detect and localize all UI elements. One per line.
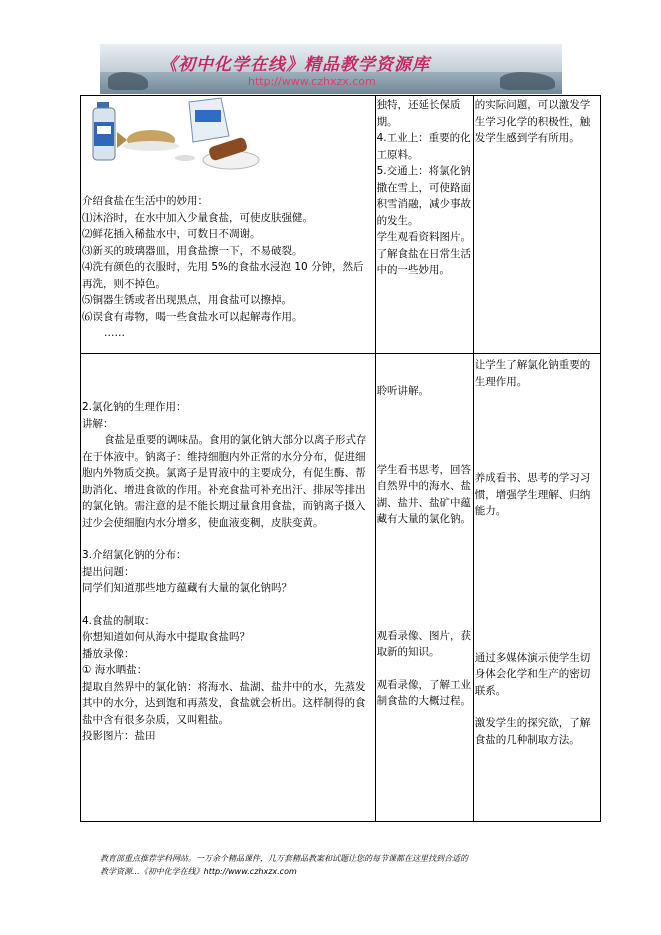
paragraph: 养成看书、思考的学习习惯，增强学生理解、归纳能力。 (474, 472, 591, 517)
banner-rock (500, 72, 555, 90)
paragraph: 的实际问题，可以激发学生学习化学的积极性，触发学生感到学有所用。 (474, 99, 591, 144)
paragraph: ⑸铜器生锈或者出现黑点，用食盐可以擦掉。 (82, 294, 292, 306)
paragraph: 独特，还延长保质期。 (376, 99, 461, 128)
paragraph: 4.工业上：重要的化工原料。 (376, 132, 471, 161)
table-row (81, 354, 601, 822)
paragraph: 介绍食盐在生活中的妙用： (82, 195, 208, 207)
paragraph: 学生观看资料图片。了解食盐在日常生活中的一些妙用。 (376, 231, 472, 276)
teacher-activity-cell (81, 96, 376, 354)
student-activity-cell (375, 354, 473, 822)
paragraph: ⑷洗有颜色的衣服时，先用 5%的食盐水浸泡 10 分钟，然后再洗，则不掉色。 (82, 261, 364, 290)
header-banner (100, 44, 562, 94)
footer (100, 852, 620, 878)
list-item: ① 海水晒盐： (82, 664, 148, 676)
lesson-table (80, 95, 601, 822)
section-title: 2.氯化钠的生理作用： (82, 401, 187, 413)
paragraph: 学生看书思考，回答自然界中的海水、盐湖、盐井、盐矿中蕴藏有大量的氯化钠。 (376, 463, 472, 525)
paragraph: 激发学生的探究欲，了解食盐的几种制取方法。 (474, 717, 591, 746)
paragraph: ⑶新买的玻璃器皿，用食盐擦一下，不易破裂。 (82, 244, 303, 257)
footer-line: 教育部重点推荐学科网站。一万余个精品课件，几万套精品教案和试题让您的每节课都在这里找到合适的 (100, 854, 468, 863)
ellipsis: …… (104, 327, 125, 339)
question: 同学们知道那些地方蕴藏有大量的氯化钠吗？ (82, 582, 292, 594)
section-title: 4.食盐的制取： (82, 614, 156, 627)
paragraph: 聆听讲解。 (376, 385, 430, 397)
paragraph: 观看录像，了解工业制食盐的大概过程。 (376, 678, 472, 707)
student-activity-cell (375, 96, 473, 354)
paragraph: 5.交通上：将氯化钠撒在雪上，可使路面积雪消融，减少事故的发生。 (376, 165, 472, 227)
banner-rock (108, 72, 148, 90)
design-intent-cell (473, 96, 600, 354)
banner-url[interactable]: http://www.czhxzx.com (248, 75, 376, 88)
paragraph: 让学生了解氯化钠重要的生理作用。 (474, 359, 591, 388)
paragraph: 提取自然界中的氯化钠：将海水、盐湖、盐井中的水，先蒸发其中的水分，达到饱和再蒸发，食盐就会析出。这样制得的食盐中含有很多杂质，又叫粗盐。 (82, 680, 366, 726)
paragraph: ⑹误食有毒物，喝一些食盐水可以起解毒作用。 (82, 310, 303, 323)
paragraph: ⑵鲜花插入稀盐水中，可数日不凋谢。 (82, 228, 261, 240)
banner-title: 《初中化学在线》精品教学资源库 (160, 55, 430, 75)
paragraph: 观看录像、图片，获取新的知识。 (376, 629, 472, 658)
design-intent-cell (473, 354, 600, 822)
paragraph: ⑴沐浴时，在水中加入少量食盐，可使皮肤强健。 (82, 211, 313, 224)
salt-uses-pictures (81, 96, 375, 192)
label: 播放录像： (82, 647, 135, 660)
teacher-activity-cell (81, 354, 376, 822)
paragraph: 通过多媒体演示使学生切身体会化学和生产的密切联系。 (474, 651, 591, 697)
section-title: 3.介绍氯化钠的分布： (82, 549, 187, 561)
label: 讲解： (82, 417, 114, 430)
footer-line: 教学资源...《初中化学在线》http://www.czhxzx.com (100, 867, 297, 876)
table-row (81, 96, 601, 354)
salt-products-icon (81, 96, 261, 192)
label: 提出问题： (82, 565, 135, 578)
paragraph: 投影图片：盐田 (82, 730, 156, 742)
question: 你想知道如何从海水中提取食盐吗？ (82, 631, 250, 643)
paragraph: 食盐是重要的调味品。食用的氯化钠大部分以离子形式存在于体液中。钠离子：维持细胞内外正常的水分分布，促进细胞内外物质交换。氯离子是胃液中的主要成分，有促生酶、帮助消化、增进食欲的作用。补充食盐可补充出汗、排尿等排出的氯化钠。需注意的是不能长期过量食用食盐，而钠离子摄入过少会使细胞内水分增多，使血液变稠，皮肤变黄。 (82, 434, 367, 529)
